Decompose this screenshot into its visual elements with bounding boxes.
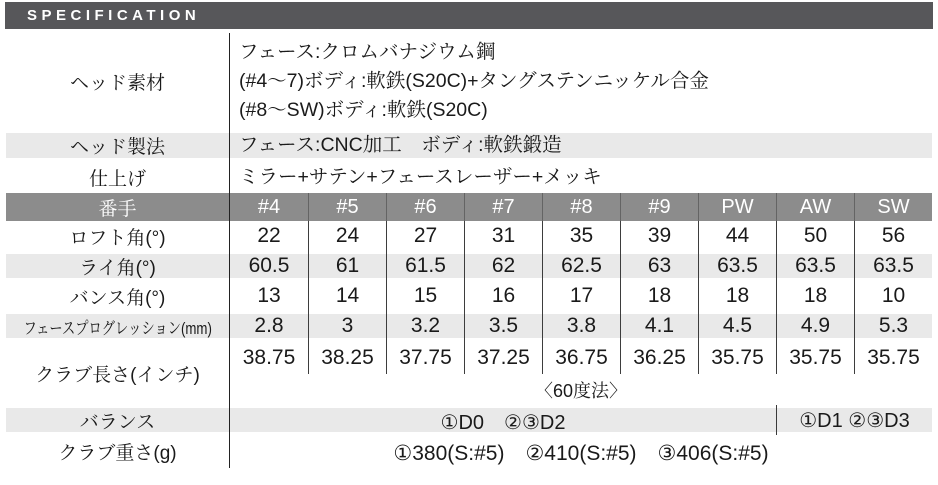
face-progression-value: 4.5 bbox=[698, 311, 776, 341]
club-col-4: #4 bbox=[257, 195, 281, 218]
lie-value: 63.5 bbox=[854, 251, 932, 281]
loft-value: 22 bbox=[257, 224, 281, 247]
club-col-9: #9 bbox=[620, 193, 698, 221]
row-club-header bbox=[6, 193, 932, 221]
lie-value: 63 bbox=[620, 251, 698, 281]
loft-value: 44 bbox=[698, 221, 776, 251]
bounce-value: 16 bbox=[464, 281, 542, 311]
loft-value: 35 bbox=[542, 221, 620, 251]
loft-label: ロフト角(°) bbox=[6, 221, 230, 251]
bounce-value: 18 bbox=[698, 281, 776, 311]
head-process-label: ヘッド製法 bbox=[6, 130, 230, 161]
lie-label: ライ角(°) bbox=[6, 251, 230, 281]
lie-value: 60.5 bbox=[248, 254, 290, 277]
club-col-5: #5 bbox=[308, 193, 386, 221]
finish-label: 仕上げ bbox=[6, 161, 230, 193]
finish-value: ミラー+サテン+フェースレーザー+メッキ bbox=[239, 165, 602, 188]
face-progression-value: 4.9 bbox=[776, 311, 854, 341]
row-face-progression bbox=[6, 311, 932, 341]
spec-sheet bbox=[0, 2, 938, 485]
row-club-weight bbox=[6, 435, 932, 468]
loft-value: 39 bbox=[620, 221, 698, 251]
club-length-value: 37.75 bbox=[386, 341, 464, 374]
bounce-value: 14 bbox=[308, 281, 386, 311]
loft-value: 56 bbox=[854, 221, 932, 251]
club-length-value: 35.75 bbox=[698, 341, 776, 374]
row-club-length bbox=[6, 341, 932, 405]
bounce-label: バンス角(°) bbox=[6, 281, 230, 311]
club-length-value: 38.75 bbox=[242, 345, 296, 369]
head-process-value: フェース:CNC加工 ボディ:軟鉄鍛造 bbox=[239, 134, 562, 156]
row-finish bbox=[6, 161, 932, 193]
head-material-line2: (#4〜7)ボディ:軟鉄(S20C)+タングステンニッケル合金 bbox=[239, 70, 709, 92]
row-balance bbox=[6, 405, 932, 435]
face-progression-value: 3.2 bbox=[386, 311, 464, 341]
club-length-value: 37.25 bbox=[464, 341, 542, 374]
loft-value: 27 bbox=[386, 221, 464, 251]
lie-value: 63.5 bbox=[776, 251, 854, 281]
specification-title-bar bbox=[5, 2, 933, 29]
row-lie bbox=[6, 251, 932, 281]
head-material-line1: フェース:クロムバナジウム鋼 bbox=[239, 41, 496, 63]
bounce-value: 15 bbox=[386, 281, 464, 311]
lie-value: 62.5 bbox=[542, 251, 620, 281]
club-length-value: 36.25 bbox=[620, 341, 698, 374]
lie-value: 62 bbox=[464, 251, 542, 281]
club-length-value: 38.25 bbox=[308, 341, 386, 374]
row-loft bbox=[6, 221, 932, 251]
face-progression-value: 3 bbox=[308, 311, 386, 341]
club-length-value: 35.75 bbox=[854, 341, 932, 374]
head-material-label: ヘッド素材 bbox=[6, 33, 230, 130]
club-col-pw: PW bbox=[698, 193, 776, 221]
club-length-value: 36.75 bbox=[542, 341, 620, 374]
face-progression-label: フェースプログレッション(mm) bbox=[6, 311, 230, 341]
lie-value: 63.5 bbox=[698, 251, 776, 281]
bounce-value: 17 bbox=[542, 281, 620, 311]
row-bounce bbox=[6, 281, 932, 311]
bounce-value: 10 bbox=[854, 281, 932, 311]
balance-value-wedges: ①D1 ②③D3 bbox=[776, 405, 932, 435]
face-progression-value: 3.5 bbox=[464, 311, 542, 341]
row-head-process bbox=[6, 130, 932, 161]
club-weight-label: クラブ重さ(g) bbox=[6, 435, 230, 468]
club-length-label: クラブ長さ(インチ) bbox=[6, 341, 230, 405]
lie-value: 61 bbox=[308, 251, 386, 281]
club-weight-value: ①380(S:#5) ②410(S:#5) ③406(S:#5) bbox=[393, 441, 769, 465]
bounce-value: 18 bbox=[620, 281, 698, 311]
specification-table bbox=[6, 33, 932, 468]
club-col-aw: AW bbox=[776, 193, 854, 221]
face-progression-value: 4.1 bbox=[620, 311, 698, 341]
club-col-7: #7 bbox=[464, 193, 542, 221]
club-length-value: 35.75 bbox=[776, 341, 854, 374]
length-measure-note: 〈60度法〉 bbox=[534, 380, 628, 401]
face-progression-value: 3.8 bbox=[542, 311, 620, 341]
face-progression-value: 5.3 bbox=[854, 311, 932, 341]
club-header-label: 番手 bbox=[6, 193, 230, 221]
row-head-material bbox=[6, 33, 932, 130]
head-material-line3: (#8〜SW)ボディ:軟鉄(S20C) bbox=[239, 99, 488, 121]
bounce-value: 13 bbox=[257, 284, 281, 307]
balance-label: バランス bbox=[6, 405, 230, 435]
club-col-8: #8 bbox=[542, 193, 620, 221]
specification-title: SPECIFICATION bbox=[27, 7, 201, 24]
bounce-value: 18 bbox=[776, 281, 854, 311]
head-material-value bbox=[230, 33, 932, 130]
loft-value: 31 bbox=[464, 221, 542, 251]
loft-value: 24 bbox=[308, 221, 386, 251]
club-col-sw: SW bbox=[854, 193, 932, 221]
balance-value-main: ①D0 ②③D2 bbox=[440, 411, 566, 434]
face-progression-value: 2.8 bbox=[254, 314, 284, 337]
club-col-6: #6 bbox=[386, 193, 464, 221]
loft-value: 50 bbox=[776, 221, 854, 251]
lie-value: 61.5 bbox=[386, 251, 464, 281]
